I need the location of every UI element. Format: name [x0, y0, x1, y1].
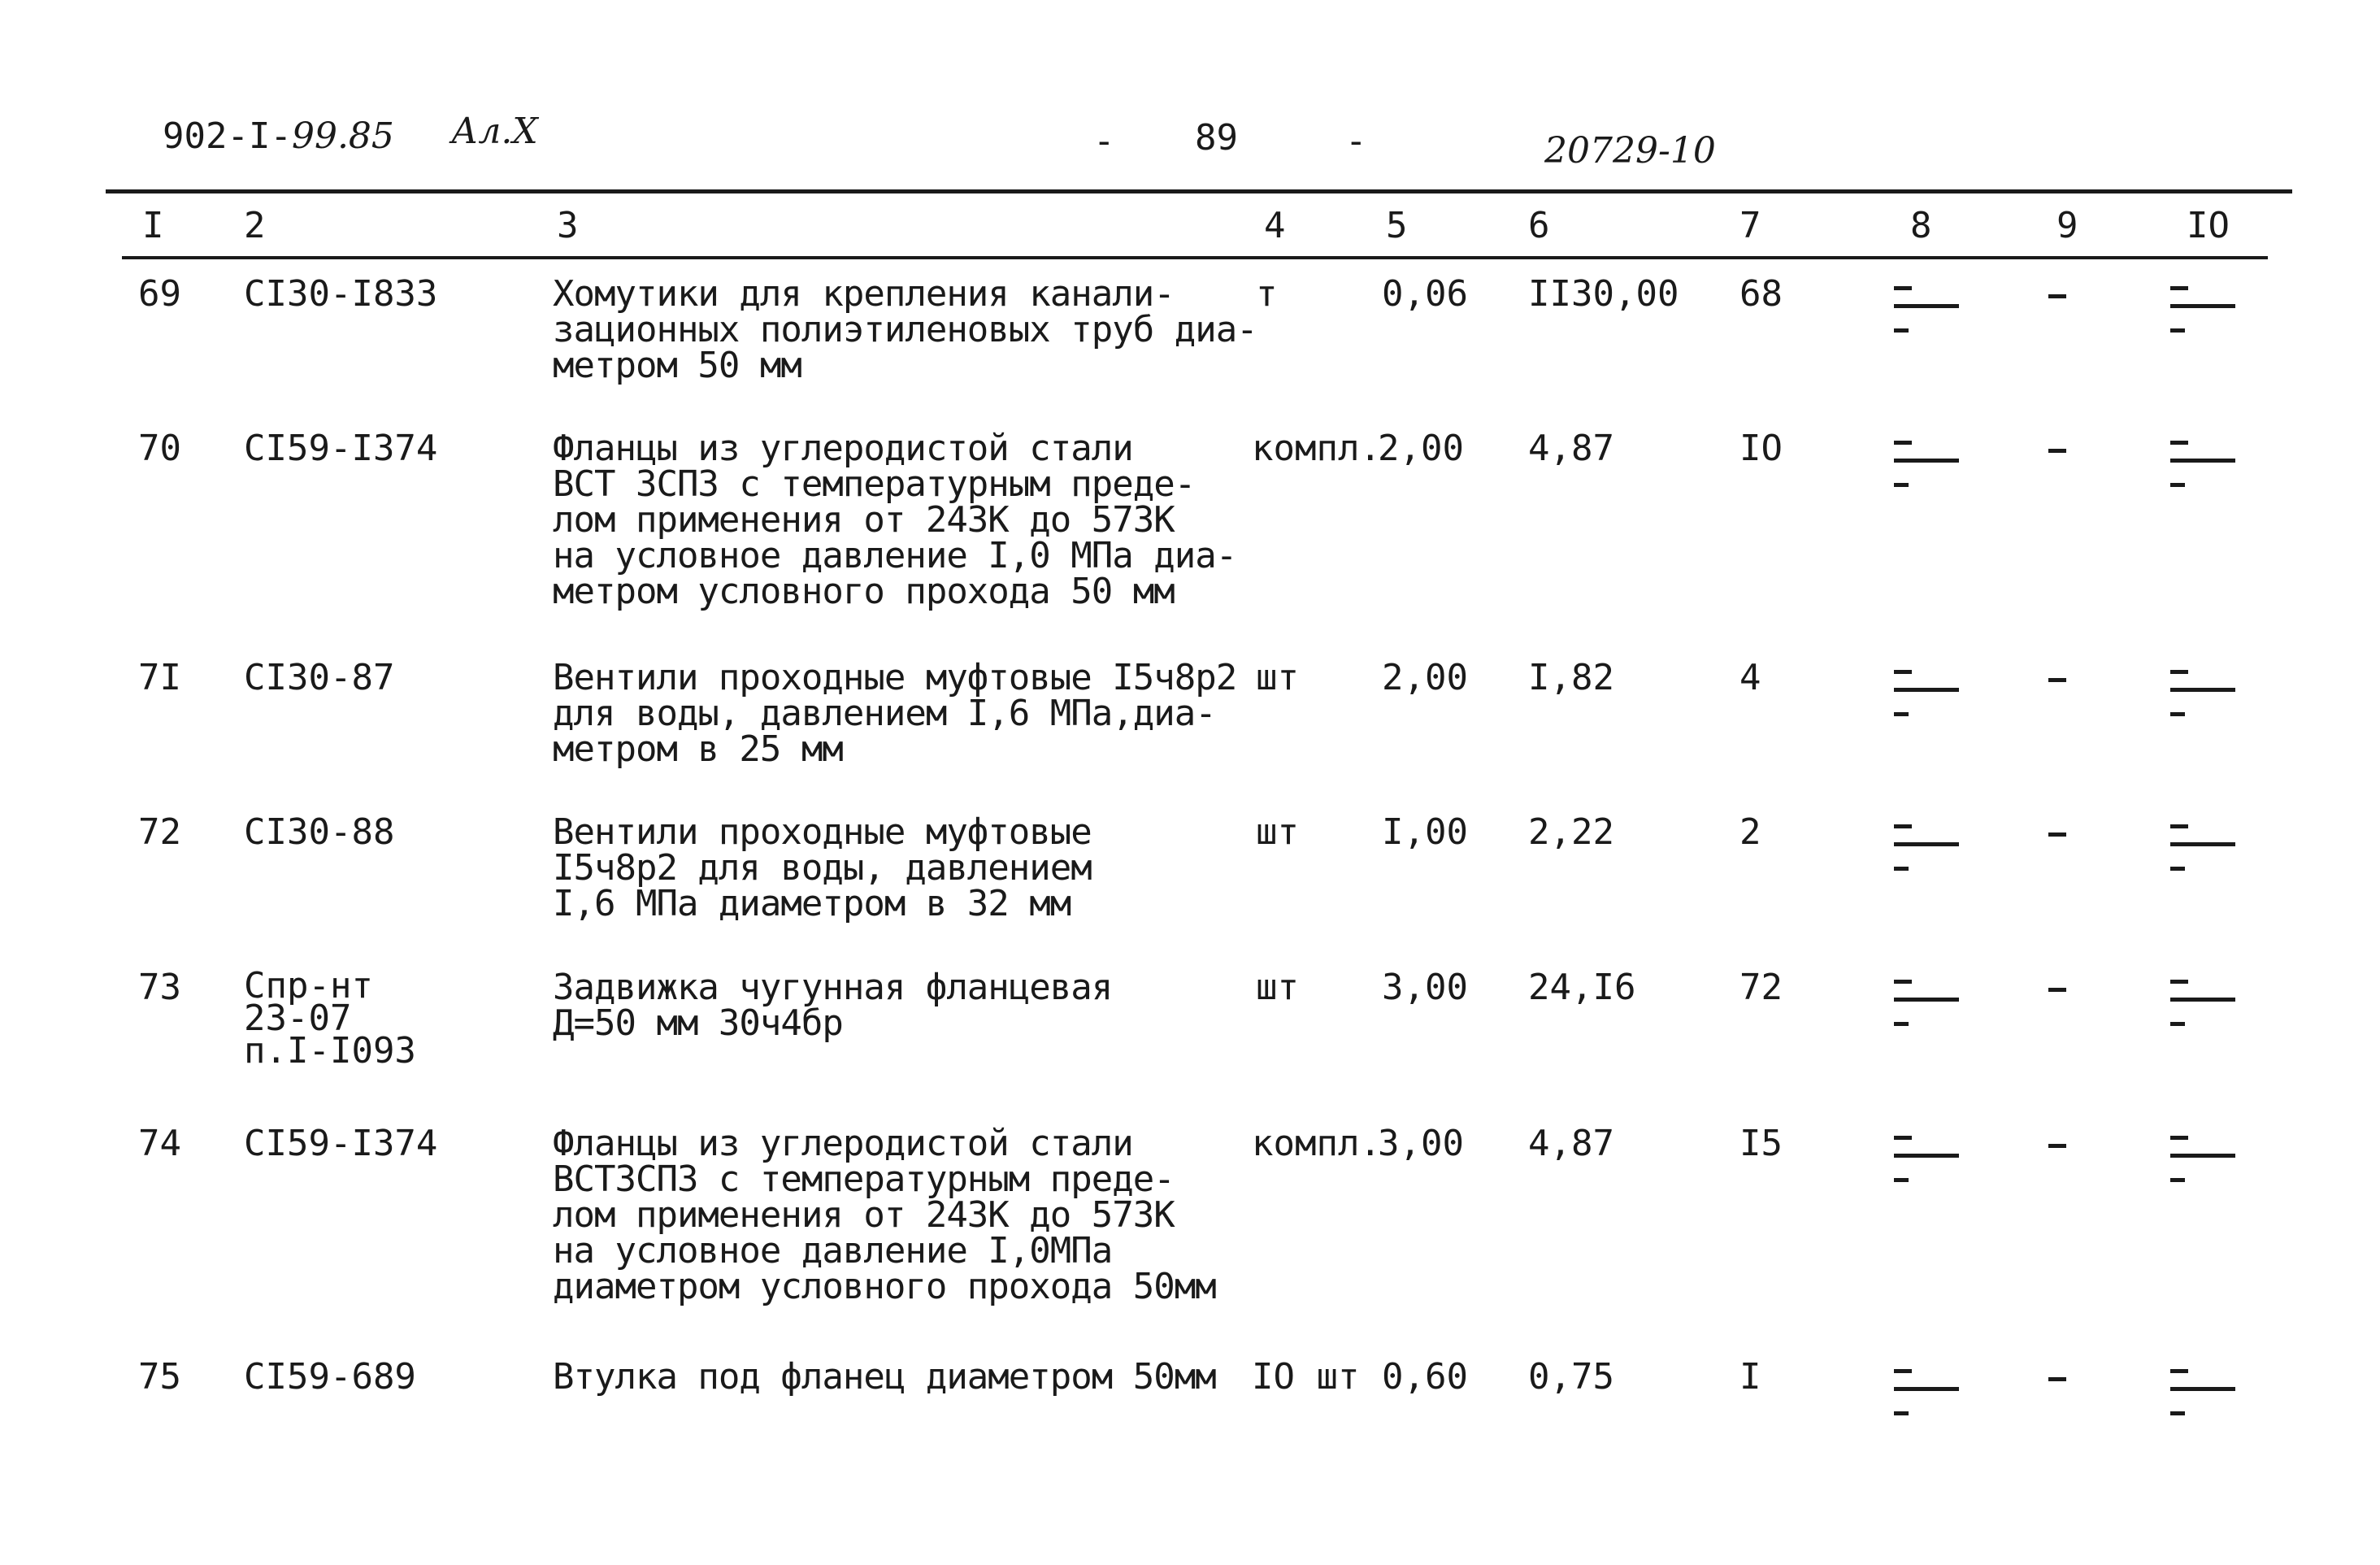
col-header-7: 7	[1739, 205, 1761, 246]
description-cell: Втулка под фланец диаметром 50мм	[553, 1356, 1216, 1398]
description-cell: Вентили проходные муфтовые I5ч8р2 для воды, давлением I,6 МПа диаметром в 32 мм	[553, 811, 1092, 924]
row-number-cell: 69	[138, 273, 181, 315]
code-cell: CI30-87	[244, 657, 395, 698]
price-cell: 2,22	[1528, 811, 1614, 853]
unit-cell: шт	[1256, 657, 1299, 698]
row-number-cell: 75	[138, 1356, 181, 1398]
quantity-cell: 0,60	[1382, 1356, 1468, 1398]
unit-cell: т	[1256, 273, 1278, 315]
code-cell: CI59-689	[244, 1356, 416, 1398]
row-number-cell: 73	[138, 967, 181, 1008]
total-cell: I5	[1739, 1123, 1783, 1164]
total-cell: IO	[1739, 428, 1783, 469]
quantity-cell: 2,00	[1378, 428, 1464, 469]
description-cell: Фланцы из углеродистой стали ВСТ 3СП3 с температурным преде- лом применения от 243К до 573К на условное давление I,0 МПа диа- метром условного прохода 50 мм	[553, 428, 1237, 612]
row-number-cell: 74	[138, 1123, 181, 1164]
doc-code	[163, 115, 394, 157]
unit-cell: шт	[1256, 967, 1299, 1008]
total-cell: 68	[1739, 273, 1783, 315]
doc-code-print: 902-I-	[163, 115, 292, 157]
code-cell: Спр-нт 23-07 п.I-I093	[244, 965, 416, 1072]
header-bottom-rule	[122, 256, 2268, 259]
total-cell: I	[1739, 1356, 1761, 1398]
doc-code-handwritten: 99.85	[291, 115, 394, 157]
total-cell: 72	[1739, 967, 1783, 1008]
col-header-5: 5	[1386, 205, 1408, 246]
header-dash-left: -	[1093, 120, 1115, 162]
quantity-cell: 3,00	[1378, 1123, 1464, 1164]
quantity-cell: I,00	[1382, 811, 1468, 853]
description-cell: Хомутики для крепления канали- зационных полиэтиленовых труб диа- метром 50 мм	[553, 273, 1257, 386]
stamp-number: 20729-10	[1544, 130, 1716, 172]
price-cell: 4,87	[1528, 1123, 1614, 1164]
row-number-cell: 72	[138, 811, 181, 853]
price-cell: I,82	[1528, 657, 1614, 698]
col-header-3: 3	[557, 205, 579, 246]
row-number-cell: 7I	[138, 657, 181, 698]
description-cell: Вентили проходные муфтовые I5ч8р2 для воды, давлением I,6 МПа,диа- метром в 25 мм	[553, 657, 1237, 770]
col-header-1: I	[142, 205, 164, 246]
quantity-cell: 3,00	[1382, 967, 1468, 1008]
description-cell: Фланцы из углеродистой стали ВСТ3СП3 с температурным преде- лом применения от 243К до 573К на условное давление I,0МПа диаметром условного прохода 50мм	[553, 1123, 1216, 1307]
col-header-6: 6	[1528, 205, 1550, 246]
col-header-10: IO	[2187, 205, 2230, 246]
col-header-8: 8	[1910, 205, 1932, 246]
total-cell: 2	[1739, 811, 1761, 853]
unit-cell: компл.	[1252, 428, 1381, 469]
code-cell: CI30-88	[244, 811, 395, 853]
price-cell: 4,87	[1528, 428, 1614, 469]
price-cell: 0,75	[1528, 1356, 1614, 1398]
code-cell: CI30-I833	[244, 273, 438, 315]
col-header-2: 2	[244, 205, 266, 246]
album-label: Ал.X	[451, 111, 538, 152]
page-number: 89	[1195, 117, 1238, 159]
header-top-rule	[106, 189, 2292, 193]
code-cell: CI59-I374	[244, 1123, 438, 1164]
row-number-cell: 70	[138, 428, 181, 469]
col-header-9: 9	[2056, 205, 2078, 246]
unit-cell: шт	[1256, 811, 1299, 853]
unit-cell: IO шт	[1252, 1356, 1360, 1398]
col-header-4: 4	[1264, 205, 1286, 246]
price-cell: II30,00	[1528, 273, 1679, 315]
total-cell: 4	[1739, 657, 1761, 698]
price-cell: 24,I6	[1528, 967, 1636, 1008]
description-cell: Задвижка чугунная фланцевая Д=50 мм 30ч4бр	[553, 967, 1113, 1044]
unit-cell: компл.	[1252, 1123, 1381, 1164]
header-dash-right: -	[1345, 120, 1367, 162]
quantity-cell: 2,00	[1382, 657, 1468, 698]
quantity-cell: 0,06	[1382, 273, 1468, 315]
code-cell: CI59-I374	[244, 428, 438, 469]
